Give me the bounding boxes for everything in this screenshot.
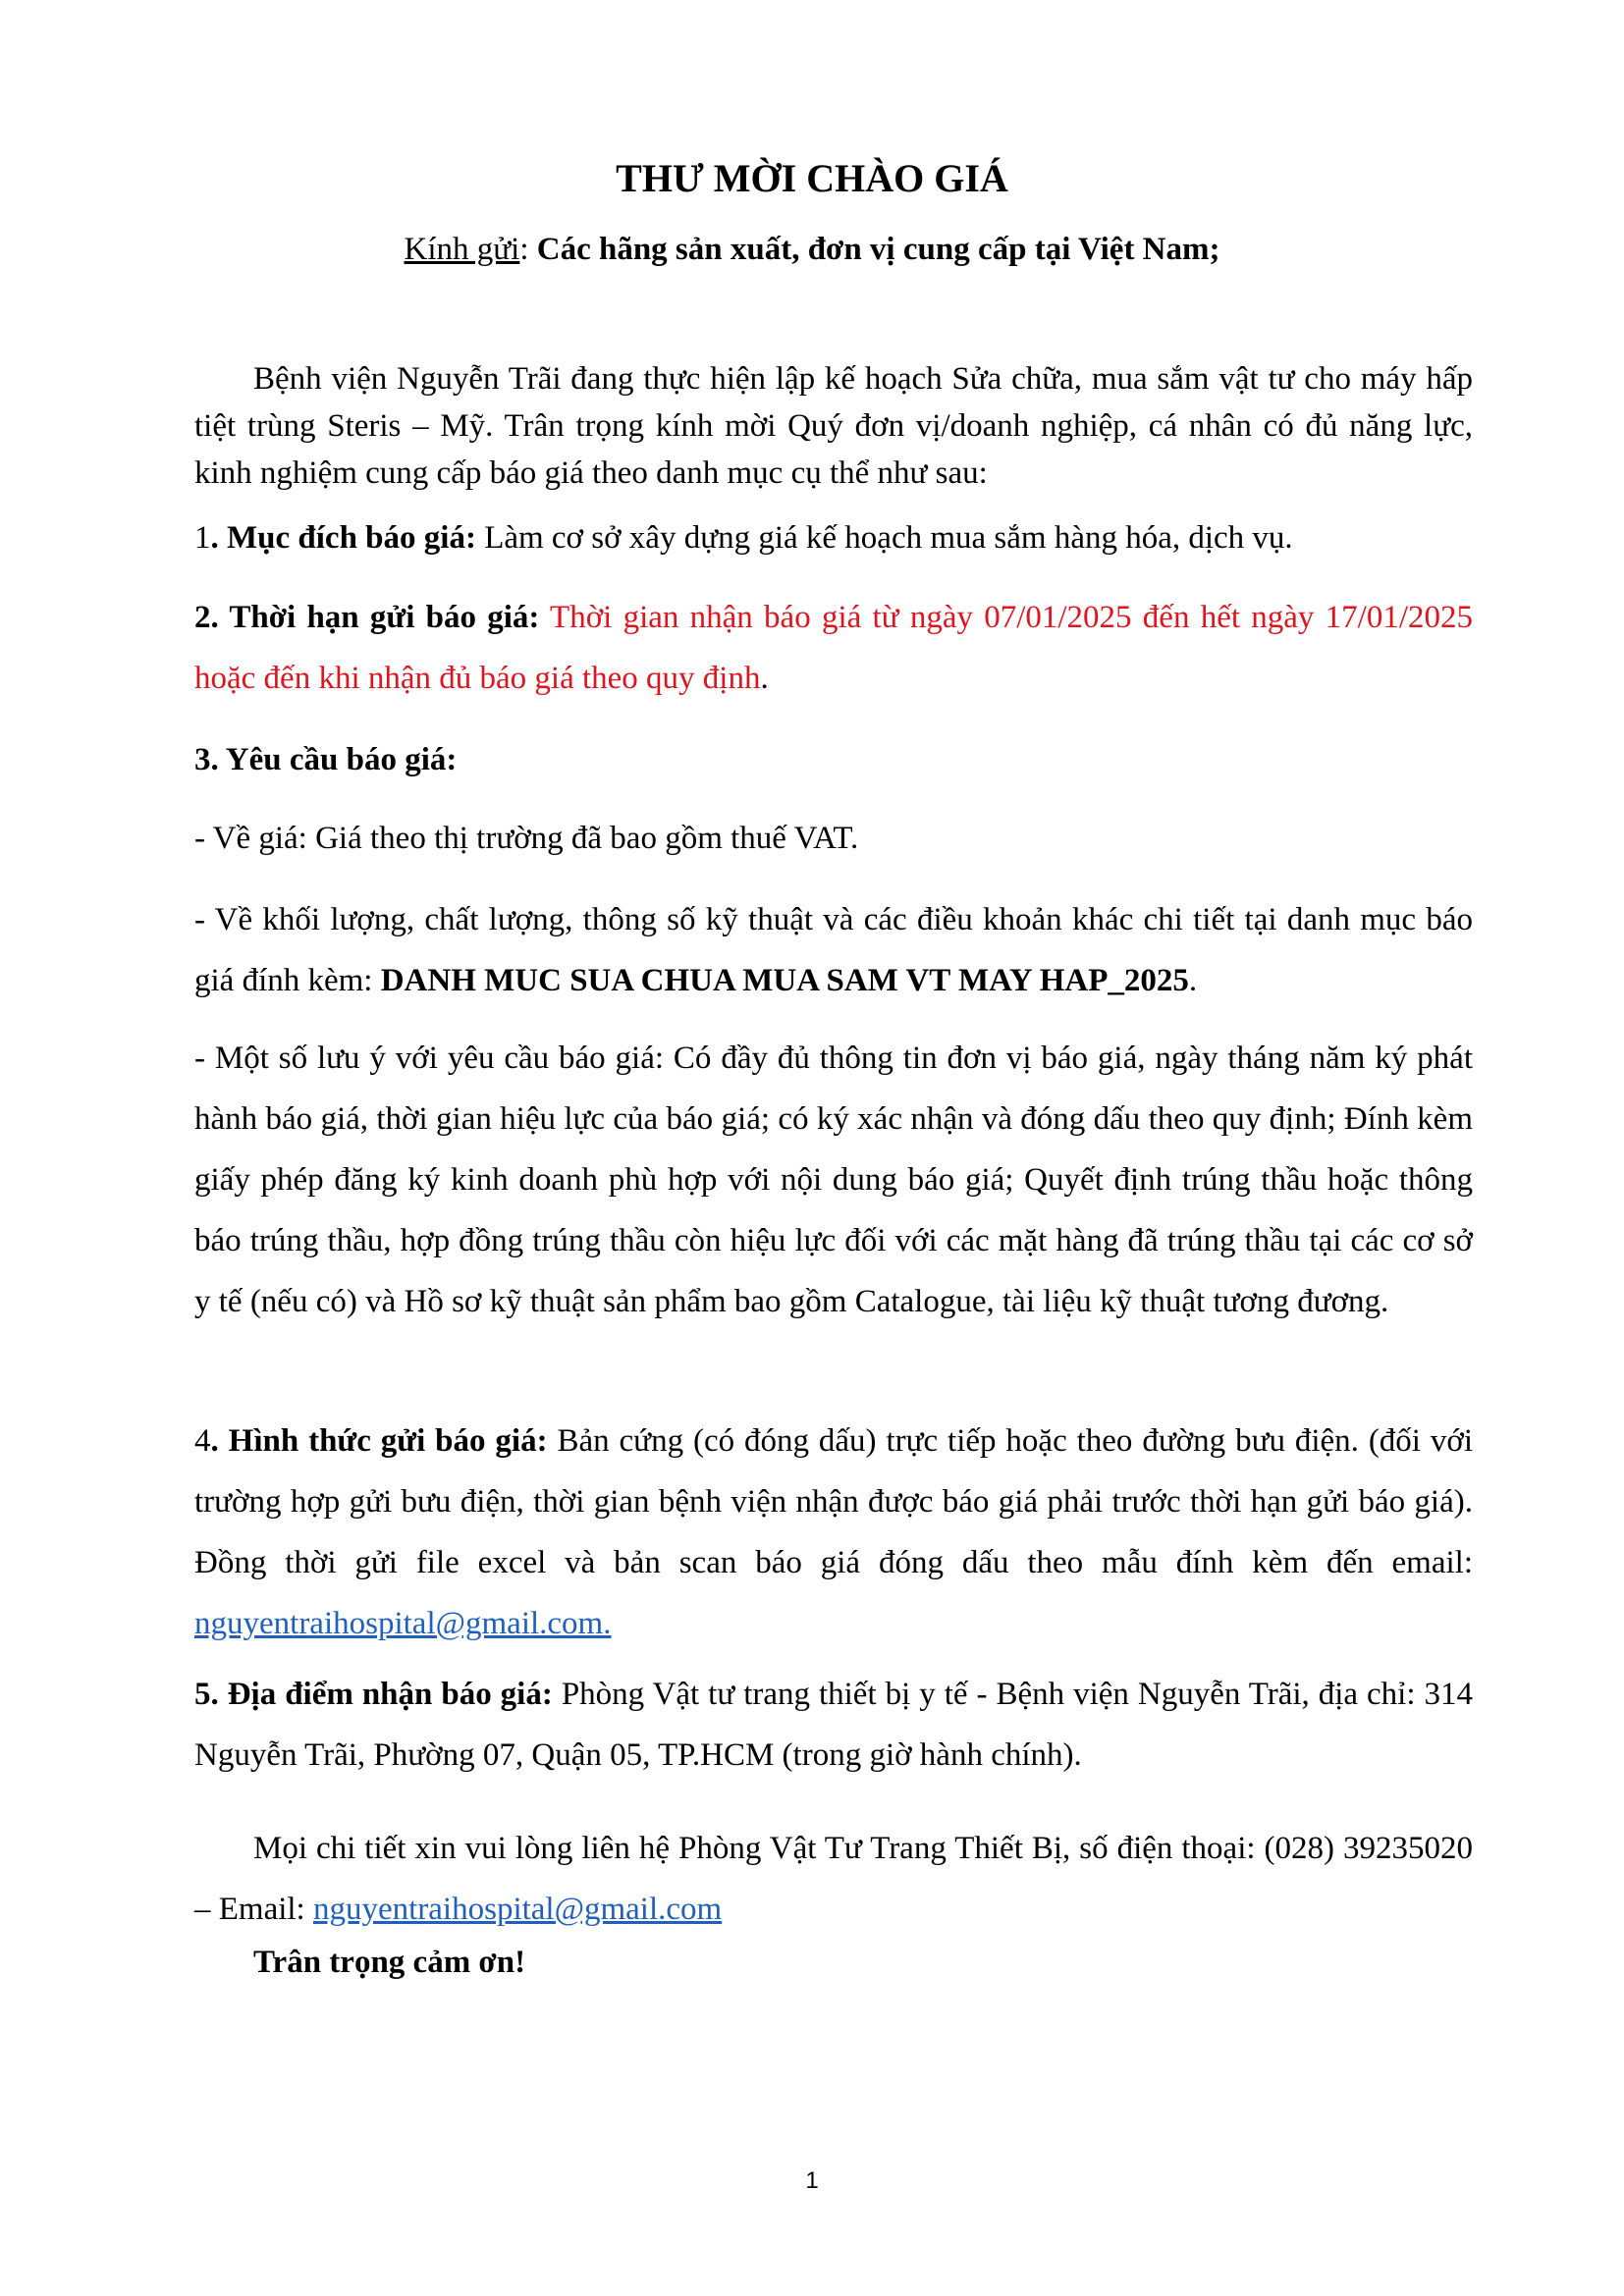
section-2-heading: 2. Thời hạn gửi báo giá: — [194, 600, 540, 635]
section-2-end: . — [760, 661, 769, 696]
section-3-heading-text: 3. Yêu cầu báo giá: — [194, 742, 458, 777]
section-5-heading: 5. Địa điểm nhận báo giá: — [194, 1677, 553, 1712]
section-3-specs — [194, 889, 1473, 1011]
salutation — [0, 228, 1624, 271]
section-4-paragraph — [194, 1411, 1473, 1654]
section-2-deadline-text: Thời gian nhận báo giá từ ngày 07/01/2025 đến hết ngày 17/01/2025 hoặc đến khi nhận đủ báo giá theo quy định — [194, 600, 1473, 696]
section-1-number: 1 — [194, 520, 211, 556]
page-number: 1 — [805, 2167, 819, 2194]
section-4-heading: . Hình thức gửi báo giá: — [210, 1423, 548, 1459]
specs-attachment-name: DANH MUC SUA CHUA MUA SAM VT MAY HAP_2025 — [380, 963, 1189, 998]
specs-end: . — [1188, 963, 1198, 998]
salutation-recipients: Các hãng sản xuất, đơn vị cung cấp tại Việt Nam; — [536, 232, 1220, 267]
notes-requirement: - Một số lưu ý với yêu cầu báo giá: Có đầy đủ thông tin đơn vị báo giá, ngày tháng năm ký phát hành báo giá, thời gian hiệu lực của báo giá; có ký xác nhận và đóng dấu theo quy định; Đính kèm giấy phép đăng ký kinh doanh phù hợp với nội dung báo giá; Quyết định trúng thầu hoặc thông báo trúng thầu, hợp đồng trúng thầu còn hiệu lực đối với các mặt hàng đã trúng thầu tại các cơ sở y tế (nếu có) và Hồ sơ kỹ thuật sản phẩm bao gồm Catalogue, tài liệu kỹ thuật tương đương. — [194, 1041, 1473, 1319]
document-title: THƯ MỜI CHÀO GIÁ — [616, 156, 1008, 200]
section-5-text: Phòng Vật tư trang thiết bị y tế - Bệnh viện Nguyễn Trãi, địa chỉ: 314 Nguyễn Trãi, Phường 07, Quận 05, TP.HCM (trong giờ hành chính). — [194, 1677, 1473, 1773]
section-4 — [194, 1411, 1473, 1654]
submission-email-link[interactable]: nguyentraihospital@gmail.com. — [194, 1606, 612, 1641]
section-1-paragraph — [194, 514, 1473, 561]
specs-requirement — [194, 889, 1473, 1011]
section-2 — [194, 587, 1473, 709]
intro-paragraph: Bệnh viện Nguyễn Trãi đang thực hiện lập kế hoạch Sửa chữa, mua sắm vật tư cho máy hấp tiệt trùng Steris – Mỹ. Trân trọng kính mời Quý đơn vị/doanh nghiệp, cá nhân có đủ năng lực, kinh nghiệm cung cấp báo giá theo danh mục cụ thể như sau: — [194, 361, 1473, 491]
contact-text: Mọi chi tiết xin vui lòng liên hệ Phòng Vật Tư Trang Thiết Bị, số điện thoại: (028) 39235020 – Email: — [194, 1831, 1473, 1927]
section-1-text: Làm cơ sở xây dựng giá kế hoạch mua sắm hàng hóa, dịch vụ. — [475, 520, 1293, 556]
price-requirement: - Về giá: Giá theo thị trường đã bao gồm thuế VAT. — [194, 821, 859, 856]
salutation-label: Kính gửi — [404, 232, 520, 267]
contact-paragraph — [194, 1818, 1473, 1940]
section-3-price — [194, 815, 1473, 862]
section-1-heading: . Mục đích báo giá: — [210, 520, 476, 556]
section-4-number: 4 — [194, 1423, 211, 1459]
section-2-paragraph — [194, 587, 1473, 709]
specs-text: - Về khối lượng, chất lượng, thông số kỹ thuật và các điều khoản khác chi tiết tại danh mục báo giá đính kèm: — [194, 902, 1473, 998]
closing-text: Trân trọng cảm ơn! — [253, 1945, 526, 1980]
section-5-paragraph — [194, 1664, 1473, 1786]
closing-block — [194, 1939, 1473, 1986]
contact-email-link[interactable]: nguyentraihospital@gmail.com — [312, 1892, 723, 1927]
section-3 — [194, 736, 1473, 783]
section-3-heading — [194, 736, 1473, 783]
section-3-notes — [194, 1028, 1473, 1332]
section-1 — [194, 514, 1473, 561]
section-5 — [194, 1664, 1473, 1786]
section-4-text: Bản cứng (có đóng dấu) trực tiếp hoặc theo đường bưu điện. (đối với trường hợp gửi bưu điện, thời gian bệnh viện nhận được báo giá phải trước thời hạn gửi báo giá). Đồng thời gửi file excel và bản scan báo giá đóng dấu theo mẫu đính kèm đến email: — [194, 1423, 1473, 1580]
contact-block — [194, 1818, 1473, 1940]
salutation-colon: : — [519, 232, 537, 267]
intro-block — [194, 355, 1473, 497]
